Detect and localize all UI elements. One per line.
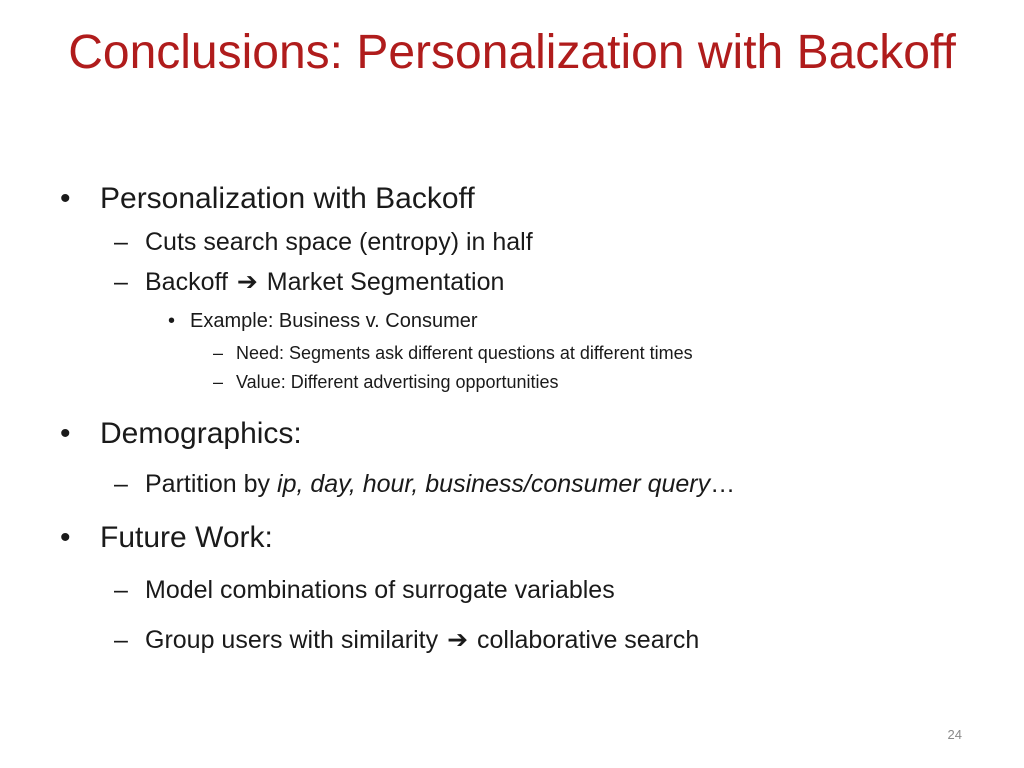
dash-marker: – [114, 626, 128, 654]
bullet-text-part: … [710, 470, 736, 498]
bullet-text: Value: Different advertising opportunities [236, 372, 559, 392]
arrow-right-icon: ➔ [447, 626, 469, 654]
slide-title: Conclusions: Personalization with Backoff [68, 26, 956, 79]
dash-marker: – [114, 268, 128, 296]
bullet-text: Example: Business v. Consumer [190, 310, 478, 332]
bullet-marker: • [60, 182, 71, 215]
bullet-text [145, 469, 735, 499]
bullet-text-part: Market Segmentation [266, 268, 505, 296]
bullet-text-part: collaborative search [477, 626, 700, 654]
slide-number: 24 [947, 727, 962, 742]
bullet-text: Personalization with Backoff [100, 182, 475, 215]
bullet-text: Need: Segments ask different questions at different times [236, 343, 693, 363]
dash-marker: – [213, 343, 224, 363]
bullet-text: Future Work: [100, 521, 273, 554]
dash-marker: – [114, 228, 128, 256]
dash-marker: – [114, 576, 128, 604]
dash-marker: – [114, 470, 128, 498]
bullet-text-part: Partition by [145, 470, 278, 498]
bullet-text-part: Group users with similarity [145, 626, 439, 654]
bullet-text: Cuts search space (entropy) in half [145, 228, 533, 256]
bullet-text [145, 625, 699, 655]
arrow-right-icon: ➔ [236, 268, 258, 296]
bullet-marker: • [60, 521, 71, 554]
bullet-text-italic: ip, day, hour, business/consumer query [277, 470, 711, 498]
bullet-marker: • [60, 417, 71, 450]
bullet-text [145, 267, 504, 297]
bullet-text: Demographics: [100, 417, 302, 450]
bullet-text-part: Backoff [145, 268, 228, 296]
bullet-marker: • [168, 310, 176, 332]
dash-marker: – [213, 372, 224, 392]
bullet-text: Model combinations of surrogate variables [145, 576, 615, 604]
